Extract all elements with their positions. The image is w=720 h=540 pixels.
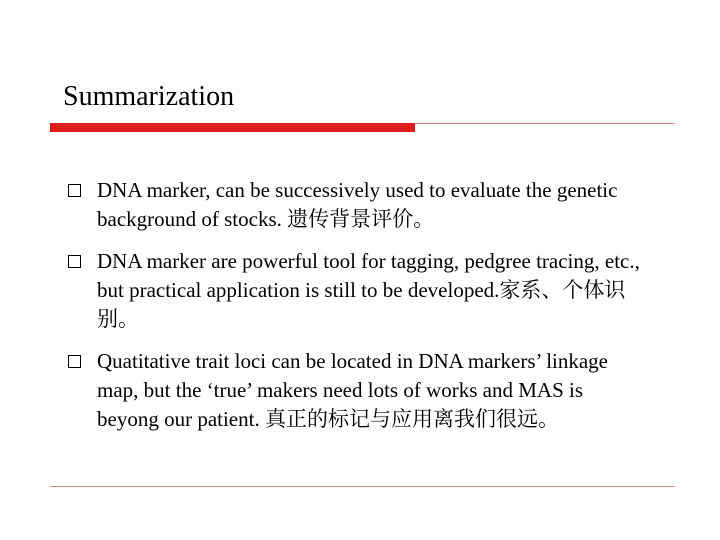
slide-title: Summarization [63, 81, 235, 112]
bullet-list [68, 176, 668, 447]
bullet-item [68, 347, 668, 434]
hollow-square-icon [68, 355, 81, 368]
title-accent-bar [50, 123, 415, 132]
bullet-item [68, 247, 668, 334]
bullet-text: DNA marker, can be successively used to evaluate the genetic background of stocks. 遗传背景评价。 [97, 178, 618, 231]
hollow-square-icon [68, 184, 81, 197]
bullet-text: DNA marker are powerful tool for tagging, pedgree tracing, etc., but practical application is still to be developed.家系、个体识别。 [97, 249, 640, 331]
bullet-item [68, 176, 668, 234]
hollow-square-icon [68, 255, 81, 268]
bullet-text: Quatitative trait loci can be located in DNA markers’ linkage map, but the ‘true’ makers need lots of works and MAS is beyong our patient. 真正的标记与应用离我们很远。 [97, 349, 609, 431]
footer-divider-line [50, 486, 675, 487]
